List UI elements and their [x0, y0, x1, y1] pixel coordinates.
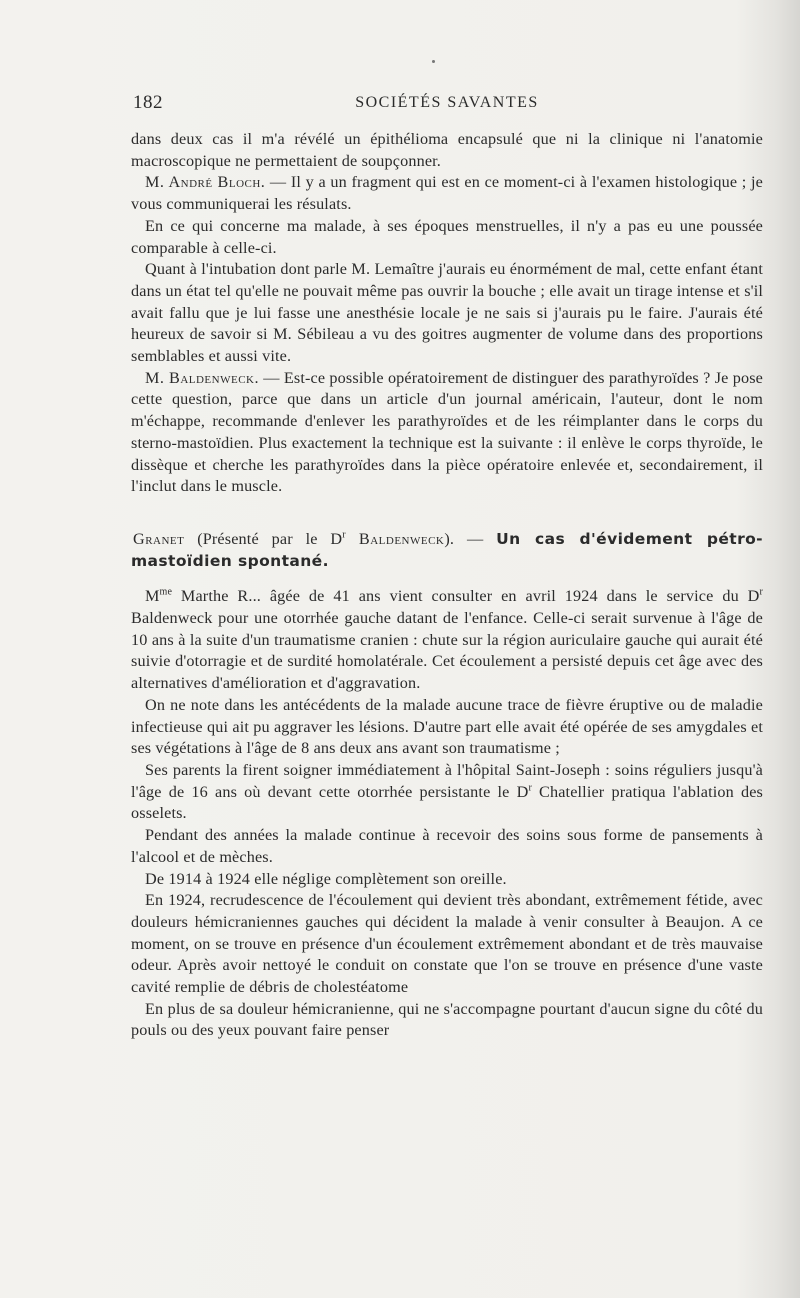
article-presenter: Baldenweck: [345, 529, 445, 548]
paragraph: Pendant des années la malade continue à recevoir des soins sous forme de pansements à l'alcool et de mèches.: [131, 826, 763, 866]
paragraph: [131, 586, 763, 695]
superscript: r: [528, 782, 532, 794]
presented-sup: r: [342, 529, 346, 541]
article-heading: [131, 529, 763, 572]
presented-suffix: ). —: [444, 529, 497, 548]
text-fragment: Baldenweck pour une otorrhée gauche datant de l'enfance. Celle-ci serait survenue à l'âge de 10 ans à la suite d'un traumatisme cranien : chute sur la région auriculaire gauche qui aurait été suivie d'otorragie et de surdité homolatérale. Cet écoulement a persisté depuis cet âge avec des alternatives d'amélioration et d'aggravation.: [131, 609, 763, 693]
body-text: [131, 129, 763, 1042]
text-fragment: Chatellier pratiqua l'ablation des osselets.: [131, 782, 763, 823]
ink-speck: [432, 60, 435, 63]
paragraph-text: — Il y a un fragment qui est en ce moment-ci à l'examen histologique ; je vous communiquerai les résulats.: [131, 173, 763, 214]
paragraph: En 1924, recrudescence de l'écoulement qui devient très abondant, extrêmement fétide, avec douleurs hémicraniennes gauches qui décident la malade à venir consulter à Beaujon. A ce moment, on se trouve en présence d'un écoulement extrêmement abondant et de très mauvaise odeur. Après avoir nettoyé le conduit on constate que l'on se trouve en présence d'une vaste cavité remplie de débris de cholestéatome: [131, 891, 763, 997]
paragraph: En ce qui concerne ma malade, à ses époques menstruelles, il n'y a pas eu une poussée comparable à celle-ci.: [131, 216, 763, 257]
spacer: [131, 498, 763, 529]
presented-prefix: (Présenté par le D: [184, 529, 343, 548]
paragraph: De 1914 à 1924 elle néglige complètement son oreille.: [145, 869, 507, 888]
paragraph: [131, 172, 763, 215]
text-fragment: M: [145, 587, 160, 606]
text-fragment: Ses parents la firent soigner immédiatement à l'hôpital Saint-Joseph : soins réguliers jusqu'à l'âge de 16 ans où devant cette otorrhée persistante le D: [131, 760, 763, 801]
superscript: r: [759, 586, 763, 598]
speaker-name: M. André Bloch.: [145, 173, 266, 192]
paragraph: On ne note dans les antécédents de la malade aucune trace de fièvre éruptive ou de maladie infectieuse qui ait pu aggraver les lésions. D'autre part elle avait été opérée de ses amygdales et ses végétations à l'âge de 8 ans deux ans avant son traumatisme ;: [131, 695, 763, 758]
superscript: me: [159, 586, 173, 598]
spacer: [131, 572, 763, 586]
paragraph: En plus de sa douleur hémicranienne, qui ne s'accompagne pourtant d'aucun signe du côté du pouls ou des yeux pouvant faire penser: [131, 999, 763, 1040]
page-header: [133, 92, 761, 118]
running-head: SOCIÉTÉS SAVANTES: [355, 94, 539, 111]
page-number: 182: [133, 92, 163, 113]
article-author: Granet: [133, 529, 185, 548]
paragraph: [131, 760, 763, 825]
paragraph: Quant à l'intubation dont parle M. Lemaître j'aurais eu énormément de mal, cette enfant étant dans un état tel qu'elle ne pouvait même pas ouvrir la bouche ; elle avait un tirage intense et s'il avait fallu que je lui fasse une anesthésie locale je ne sais si j'aurais pu le faire. J'aurais été heureux de savoir si M. Sébileau a vu des goitres augmenter de volume dans des proportions semblables et aussi vite.: [131, 260, 763, 366]
paragraph-text: — Est-ce possible opératoirement de distinguer des parathyroïdes ? Je pose cette question, parce que dans un article d'un journal américain, l'auteur, dont le nom m'échappe, recommande d'enlever les parathyroïdes et de les réimplanter dans le corps du sterno-mastoïdien. Plus exactement la technique est la suivante : il enlève le corps thyroïde, le dissèque et cherche les parathyroïdes dans la pièce opératoire enlevée et, secondairement, il l'inclut dans le muscle.: [131, 368, 763, 496]
article-title: Un cas d'évidement pétro-mastoïdien spontané.: [131, 529, 764, 570]
paragraph: dans deux cas il m'a révélé un épithélioma encapsulé que ni la clinique ni l'anatomie macroscopique ne permettaient de soupçonner.: [131, 130, 763, 170]
text-fragment: Marthe R... âgée de 41 ans vient consulter en avril 1924 dans le service du D: [172, 587, 760, 606]
paragraph: [131, 368, 763, 498]
speaker-name: M. Baldenweck.: [145, 368, 260, 387]
